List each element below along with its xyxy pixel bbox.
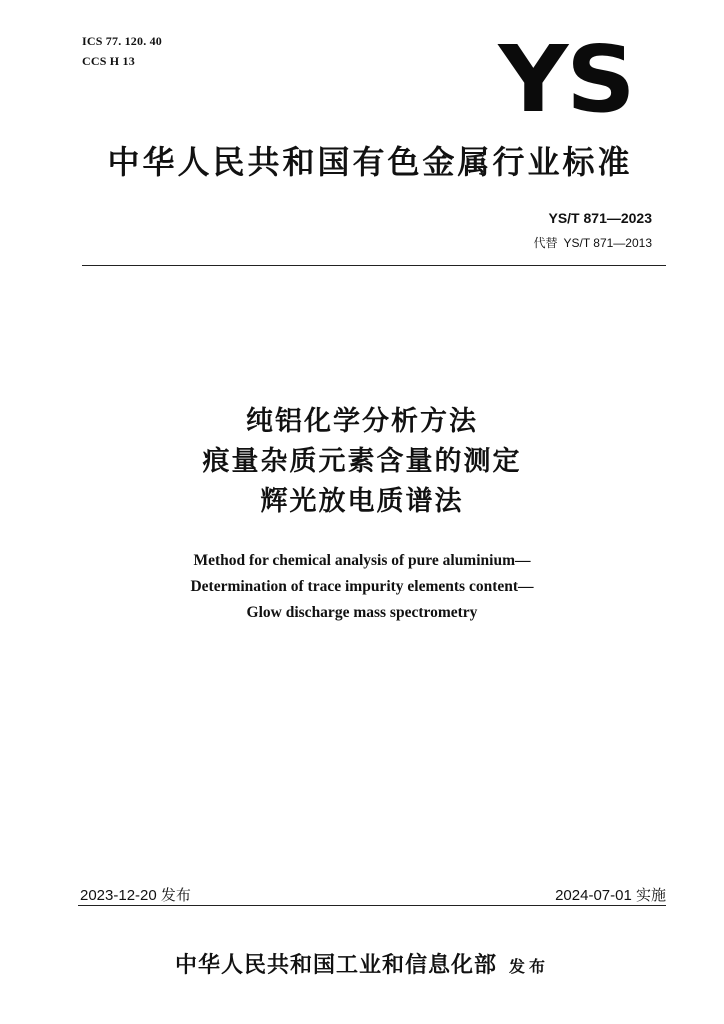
chinese-title-line: 纯铝化学分析方法 xyxy=(246,406,478,437)
top-divider xyxy=(82,265,666,266)
implementation-date: 2024-07-01 实施 xyxy=(555,887,666,904)
replaces-label: 代替 xyxy=(533,236,558,250)
replaces-line xyxy=(533,234,652,251)
ics-code: ICS 77. 120. 40 xyxy=(82,34,163,48)
english-title-line: Method for chemical analysis of pure aluminium— xyxy=(193,552,531,569)
issuer-name: 中华人民共和国工业和信息化部 xyxy=(174,952,497,978)
standard-number: YS/T 871—2023 xyxy=(548,210,652,226)
issuer-suffix: 发布 xyxy=(509,957,550,976)
issue-date: 2023-12-20 发布 xyxy=(80,887,191,904)
english-title xyxy=(60,548,664,626)
english-title-line: Determination of trace impurity elements content— xyxy=(190,578,534,595)
issuer-line xyxy=(60,948,664,979)
chinese-title-line: 痕量杂质元素含量的测定 xyxy=(202,446,522,477)
bottom-divider xyxy=(78,905,666,906)
english-title-line: Glow discharge mass spectrometry xyxy=(246,604,478,621)
replaces-number: YS/T 871—2013 xyxy=(563,236,652,250)
ccs-code: CCS H 13 xyxy=(82,54,135,68)
standard-type-heading: 中华人民共和国有色金属行业标准 xyxy=(107,143,633,181)
ys-logo: YS xyxy=(498,26,634,133)
chinese-title-line: 辉光放电质谱法 xyxy=(260,486,464,517)
chinese-title xyxy=(60,402,664,522)
